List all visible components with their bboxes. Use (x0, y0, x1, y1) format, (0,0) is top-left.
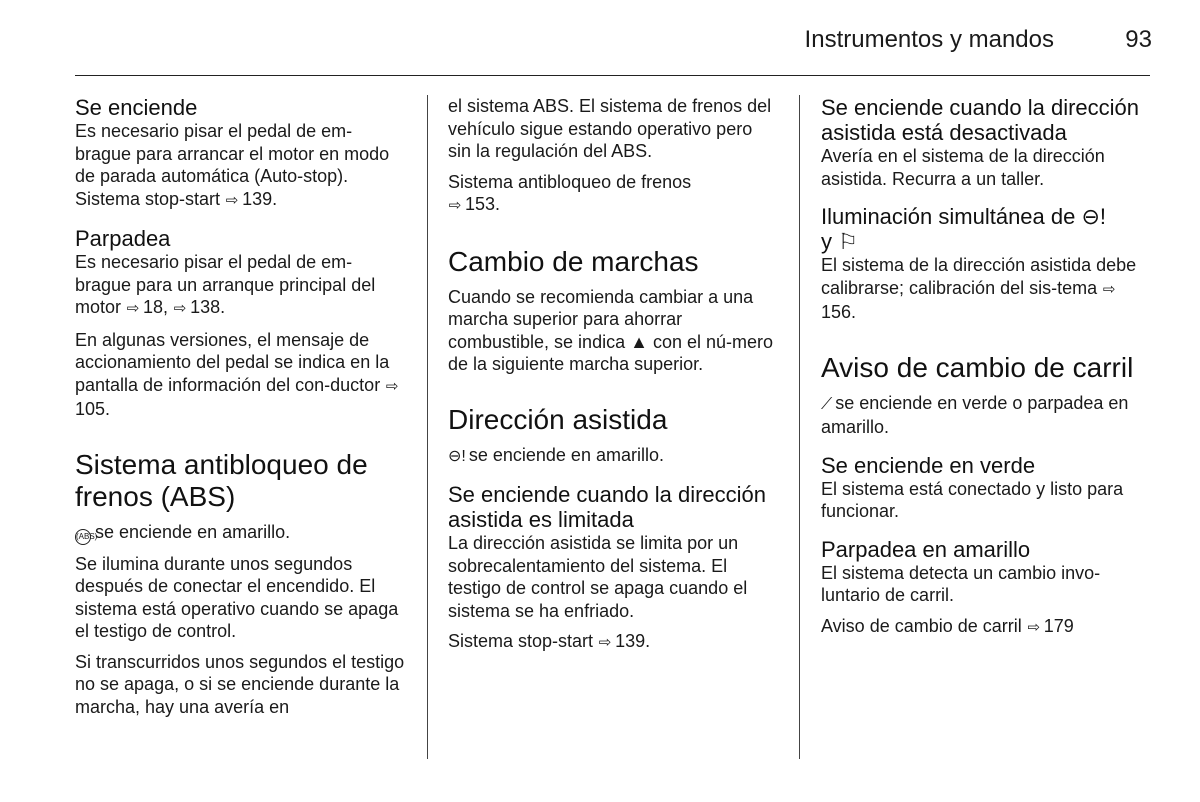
paragraph (75, 251, 405, 321)
paragraph-text: Cuando se recomienda cambiar a una marcha superior para ahorrar combustible, se indica (448, 286, 754, 352)
paragraph (821, 615, 1151, 640)
column-divider (427, 95, 428, 759)
paragraph: El sistema está conectado y listo para funcionar. (821, 478, 1124, 521)
paragraph-text: Es necesario pisar el pedal de em-brague para un arranque principal del motor (75, 252, 376, 317)
subheading-parpadea-amarillo: Parpadea en amarillo (821, 536, 1031, 562)
steering-calibration-icon: ⚐ (838, 229, 858, 254)
paragraph: Se ilumina durante unos segundos después de conectar el encendido. El sistema está operativo cuando se apaga el testigo de control. (75, 553, 399, 641)
paragraph: el sistema ABS. El sistema de frenos del vehículo sigue estando operativo pero sin la regulación del ABS. (448, 96, 772, 161)
heading-text: Iluminación simultánea de (821, 204, 1076, 229)
column-divider (799, 95, 800, 759)
reference-arrow-icon: ⇨ (225, 191, 239, 209)
paragraph-text: con el nú-mero de la siguiente marcha superior. (448, 331, 774, 374)
column-1 (75, 95, 405, 718)
running-header-title: Instrumentos y mandos (804, 26, 1054, 53)
paragraph-text: se enciende en amarillo. (468, 444, 664, 465)
paragraph-text: Es necesario pisar el pedal de em-brague para arrancar el motor en modo de parada automática (Auto-stop). Sistema stop-start (75, 121, 390, 209)
lane-departure-icon: ⟋ (821, 395, 833, 413)
page-reference: 139. (615, 631, 651, 651)
page-reference: 18, (143, 297, 169, 317)
paragraph: La dirección asistida se limita por un sobrecalentamiento del sistema. El testigo de control se apaga cuando el sistema se ha enfriado. (448, 533, 748, 621)
subheading-se-enciende-verde: Se enciende en verde (821, 452, 1036, 478)
paragraph-text: En algunas versiones, el mensaje de accionamiento del pedal se indica en la pantalla de información del con-ductor (75, 329, 390, 395)
reference-arrow-icon: ⇨ (385, 377, 399, 395)
subheading-parpadea: Parpadea (75, 226, 171, 251)
paragraph-text: Aviso de cambio de carril (821, 615, 1022, 636)
reference-arrow-icon: ⇨ (1102, 280, 1116, 298)
page-reference: 156. (821, 302, 857, 322)
subheading-desactivada: Se enciende cuando la dirección asistida está desactivada (821, 95, 1140, 145)
subheading-limitada: Se enciende cuando la dirección asistida es limitada (448, 482, 767, 532)
paragraph-text: se enciende en verde o parpadea en amarillo. (821, 392, 1129, 437)
section-heading-abs: Sistema antibloqueo de frenos (ABS) (75, 448, 368, 512)
page-reference: 138. (190, 297, 226, 317)
page-reference: 105. (75, 399, 111, 419)
paragraph-text: se enciende en amarillo. (95, 521, 291, 542)
paragraph (448, 444, 778, 469)
abs-icon: (ABS) (75, 529, 91, 545)
section-heading-direccion-asistida: Dirección asistida (448, 403, 668, 435)
paragraph (821, 254, 1151, 324)
power-steering-icon: ⊖! (448, 447, 466, 465)
heading-text: y (821, 229, 832, 254)
page-reference: 153. (465, 194, 501, 214)
header-rule (75, 75, 1150, 76)
paragraph (821, 392, 1151, 439)
paragraph (75, 329, 405, 421)
paragraph (75, 521, 405, 545)
subheading-iluminacion-simultanea (821, 204, 1151, 254)
column-3 (821, 95, 1151, 639)
page-reference: 139. (242, 188, 278, 209)
reference-arrow-icon: ⇨ (1027, 618, 1041, 636)
paragraph-text: Sistema antibloqueo de frenos (448, 171, 692, 192)
paragraph (448, 630, 778, 655)
reference-arrow-icon: ⇨ (173, 300, 187, 317)
section-heading-cambio-de-marchas: Cambio de marchas (448, 245, 699, 277)
paragraph (448, 171, 778, 218)
triangle-up-icon: ▲ (630, 331, 648, 352)
paragraph (75, 120, 405, 212)
paragraph: Avería en el sistema de la dirección asistida. Recurra a un taller. (821, 146, 1105, 189)
page-number: 93 (1125, 26, 1152, 53)
reference-arrow-icon: ⇨ (448, 197, 462, 214)
subheading-se-enciende: Se enciende (75, 95, 198, 120)
reference-arrow-icon: ⇨ (126, 300, 140, 317)
column-2 (448, 95, 778, 655)
paragraph: Si transcurridos unos segundos el testigo no se apaga, o si se enciende durante la marcha, hay una avería en (75, 651, 405, 717)
paragraph-text: El sistema de la dirección asistida debe calibrarse; calibración del sis-tema (821, 255, 1137, 298)
page-reference: 179 (1043, 615, 1074, 636)
power-steering-icon: ⊖! (1081, 204, 1107, 229)
paragraph (448, 286, 778, 376)
reference-arrow-icon: ⇨ (598, 634, 612, 651)
paragraph: El sistema detecta un cambio invo-luntario de carril. (821, 562, 1101, 605)
paragraph-text: Sistema stop-start (448, 631, 594, 651)
section-heading-aviso-cambio-carril: Aviso de cambio de carril (821, 351, 1134, 383)
